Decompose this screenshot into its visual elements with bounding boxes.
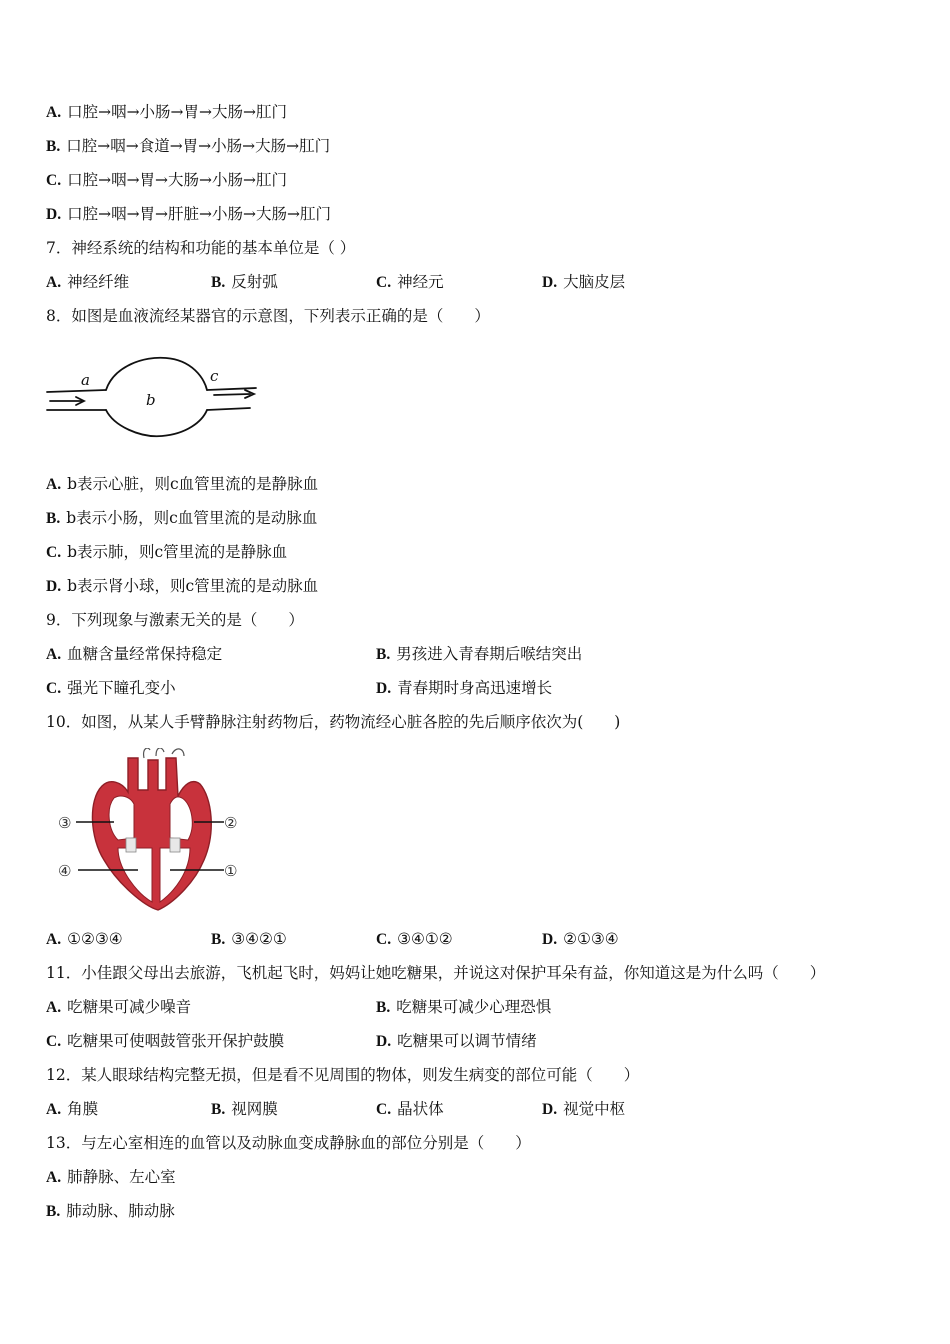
q11-stem: 11．小佳跟父母出去旅游，飞机起飞时，妈妈让她吃糖果，并说这对保护耳朵有益，你知道这是为什么吗（ ） — [46, 964, 826, 982]
label-1: ① — [224, 862, 238, 880]
q10-stem: 10．如图，从某人手臂静脉注射药物后，药物流经心脏各腔的先后顺序依次为( ) — [46, 713, 621, 731]
q7-option-c: C. 神经元 — [376, 273, 444, 291]
label-4: ④ — [58, 862, 72, 880]
q8-option-b: B. b表示小肠，则c血管里流的是动脉血 — [46, 509, 318, 527]
vessel-c-bottom-wall — [207, 408, 250, 410]
label-a: a — [81, 371, 90, 389]
q9-stem: 9．下列现象与激素无关的是（ ） — [46, 611, 304, 629]
q8-option-c: C. b表示肺，则c管里流的是静脉血 — [46, 543, 288, 561]
q7-option-a: A. 神经纤维 — [46, 273, 130, 291]
q13-option-a: A. 肺静脉、左心室 — [46, 1168, 176, 1186]
q6-option-b: B. 口腔→咽→食道→胃→小肠→大肠→肛门 — [46, 137, 331, 155]
q9-option-d: D. 青春期时身高迅速增长 — [376, 679, 553, 697]
left-valve — [170, 838, 180, 852]
vessel-top-2 — [156, 748, 164, 756]
q8-option-d: D. b表示肾小球，则c管里流的是动脉血 — [46, 577, 319, 595]
q6-option-d: D. 口腔→咽→胃→肝脏→小肠→大肠→肛门 — [46, 205, 332, 223]
q12-option-c: C. 晶状体 — [376, 1100, 444, 1118]
q10-option-c: C. ③④①② — [376, 930, 453, 948]
q13-option-b: B. 肺动脉、肺动脉 — [46, 1202, 175, 1220]
q10-option-d: D. ②①③④ — [542, 930, 619, 948]
q12-stem: 12．某人眼球结构完整无损，但是看不见周围的物体，则发生病变的部位可能（ ） — [46, 1066, 640, 1084]
q11-option-d: D. 吃糖果可以调节情绪 — [376, 1032, 537, 1050]
right-valve — [126, 838, 136, 852]
blood-flow-organ-diagram — [44, 352, 264, 444]
q11-option-a: A. 吃糖果可减少噪音 — [46, 998, 192, 1016]
label-c: c — [210, 367, 219, 385]
vessel-c-top-wall — [207, 388, 256, 390]
organ-b-bottom-wall — [106, 410, 207, 436]
q12-option-d: D. 视觉中枢 — [542, 1100, 626, 1118]
q6-option-c: C. 口腔→咽→胃→大肠→小肠→肛门 — [46, 171, 288, 189]
q11-option-b: B. 吃糖果可减少心理恐惧 — [376, 998, 552, 1016]
q6-option-a: A. 口腔→咽→小肠→胃→大肠→肛门 — [46, 103, 288, 121]
vessel-a-top-wall — [47, 390, 106, 392]
right-atrium — [109, 796, 134, 840]
vessel-top-3 — [172, 749, 184, 756]
q13-stem: 13．与左心室相连的血管以及动脉血变成静脉血的部位分别是（ ） — [46, 1134, 531, 1152]
q8-option-a: A. b表示心脏，则c血管里流的是静脉血 — [46, 475, 319, 493]
arrow-out-line — [214, 394, 250, 395]
q7-stem: 7．神经系统的结构和功能的基本单位是（ ） — [46, 239, 356, 257]
q9-option-b: B. 男孩进入青春期后喉结突出 — [376, 645, 583, 663]
q10-option-b: B. ③④②① — [211, 930, 287, 948]
q9-option-a: A. 血糖含量经常保持稳定 — [46, 645, 223, 663]
vessel-top-1 — [144, 748, 150, 758]
organ-b-top-wall — [106, 358, 207, 390]
label-3: ③ — [58, 814, 72, 832]
q11-option-c: C. 吃糖果可使咽鼓管张开保护鼓膜 — [46, 1032, 285, 1050]
q12-option-a: A. 角膜 — [46, 1100, 99, 1118]
q8-stem: 8．如图是血液流经某器官的示意图，下列表示正确的是（ ） — [46, 307, 490, 325]
q7-option-b: B. 反射弧 — [211, 273, 278, 291]
label-b: b — [146, 391, 156, 409]
q9-option-c: C. 强光下瞳孔变小 — [46, 679, 176, 697]
label-2: ② — [224, 814, 238, 832]
q7-option-d: D. 大脑皮层 — [542, 273, 626, 291]
q10-option-a: A. ①②③④ — [46, 930, 123, 948]
q12-option-b: B. 视网膜 — [211, 1100, 278, 1118]
heart-chambers-diagram — [52, 748, 252, 914]
